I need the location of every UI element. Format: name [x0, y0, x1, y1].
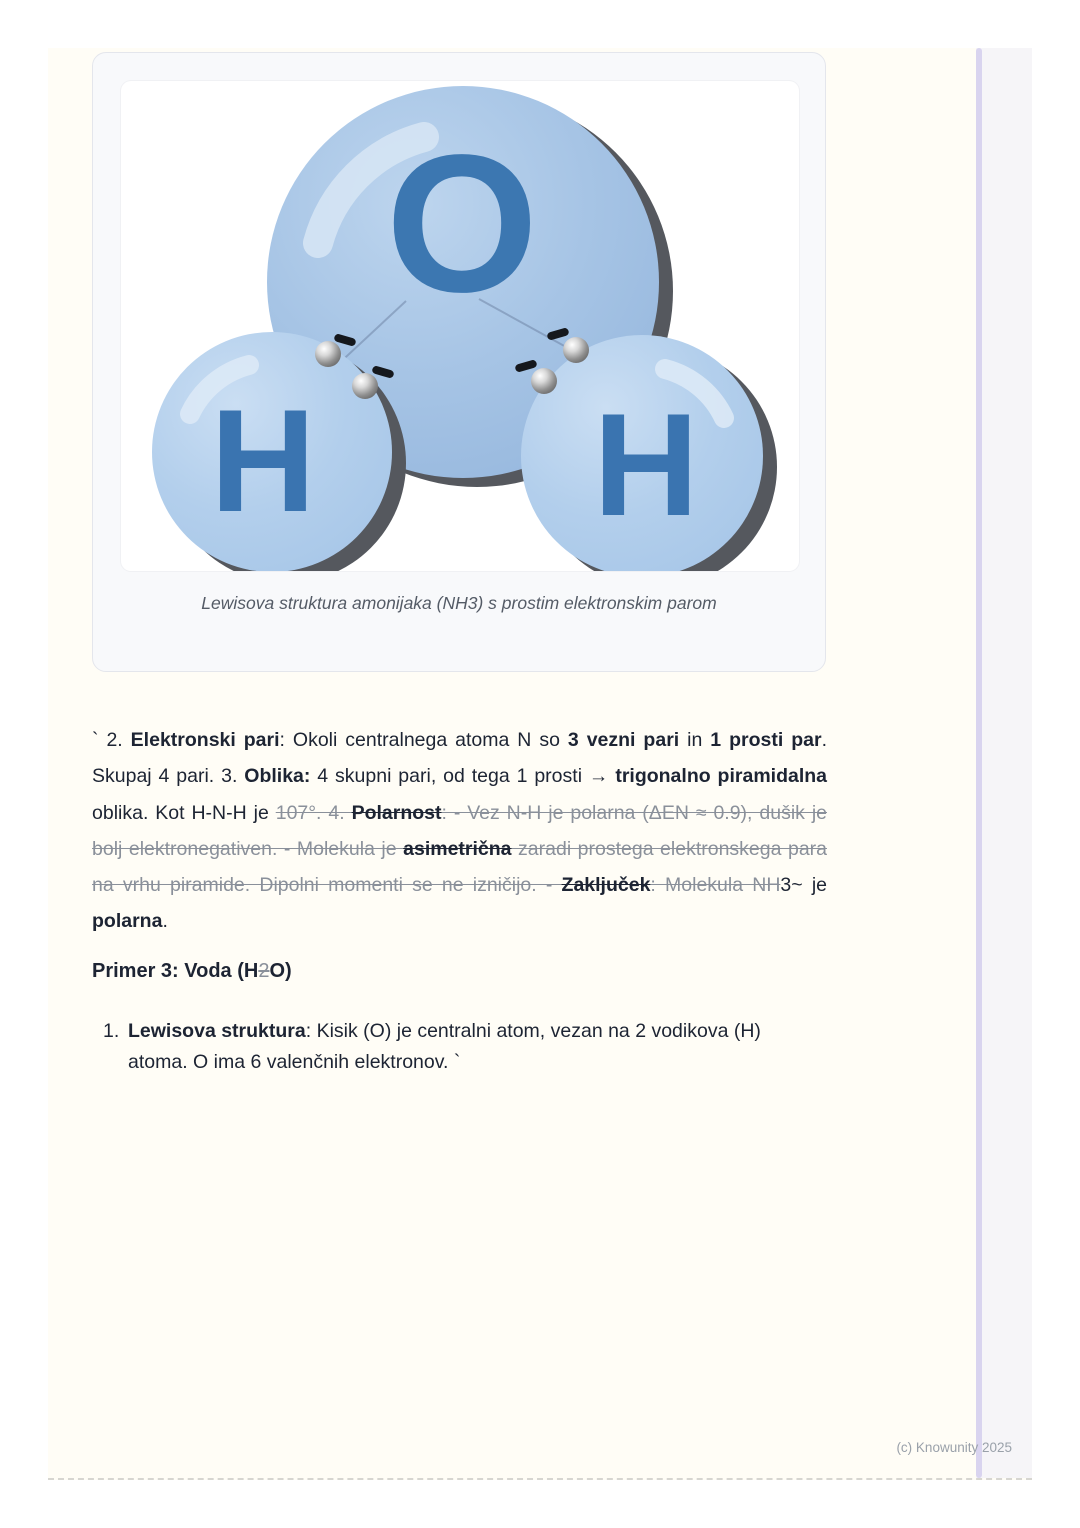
- electron-dot-icon: [531, 368, 557, 394]
- figure-card: [92, 52, 826, 672]
- heading-primer3-voda: Primer 3: Voda (H2O): [92, 959, 292, 982]
- copyright-notice: (c) Knowunity 2025: [896, 1440, 1012, 1455]
- scrollbar-thumb[interactable]: [976, 48, 982, 1478]
- document-content: [92, 722, 827, 1079]
- list-item-text: Lewisova struktura: Kisik (O) je centralni atom, vezan na 2 vodikova (H) atoma. O ima 6 valenčnih elektronov. `: [128, 1019, 761, 1074]
- paragraph-electron-pairs: ` 2. Elektronski pari: Okoli centralnega atoma N so 3 vezni pari in 1 prosti par. Skupaj 4 pari. 3. Oblika: 4 skupni pari, od tega 1 prosti → trigonalno piramidalna oblika. Kot H-N-H je 107°. 4. Polarnost: - Vez N-H je polarna (ΔEN ≈ 0.9), dušik je bolj elektronegativen. - Molekula je asimetrična zaradi prostega elektronskega para na vrhu piramide. Dipolni momenti se ne izničijo. - Zaključek: Molekula NH3~ je polarna.: [92, 729, 827, 933]
- scrollbar-track[interactable]: [976, 48, 1032, 1478]
- hydrogen-left-letter: H: [210, 379, 316, 542]
- oxygen-letter: O: [385, 114, 539, 333]
- figure-caption: Lewisova struktura amonijaka (NH3) s prostim elektronskim parom: [201, 593, 717, 613]
- list-marker: 1.: [103, 1019, 120, 1042]
- list-item-lewisova-struktura: [92, 1016, 827, 1079]
- electron-dot-icon: [315, 341, 341, 367]
- water-molecule-image: [121, 81, 799, 571]
- electron-dot-icon: [563, 337, 589, 363]
- molecule-illustration: [121, 81, 799, 571]
- electron-dot-icon: [352, 373, 378, 399]
- hydrogen-right-letter: H: [593, 383, 699, 546]
- document-page: [48, 48, 1032, 1480]
